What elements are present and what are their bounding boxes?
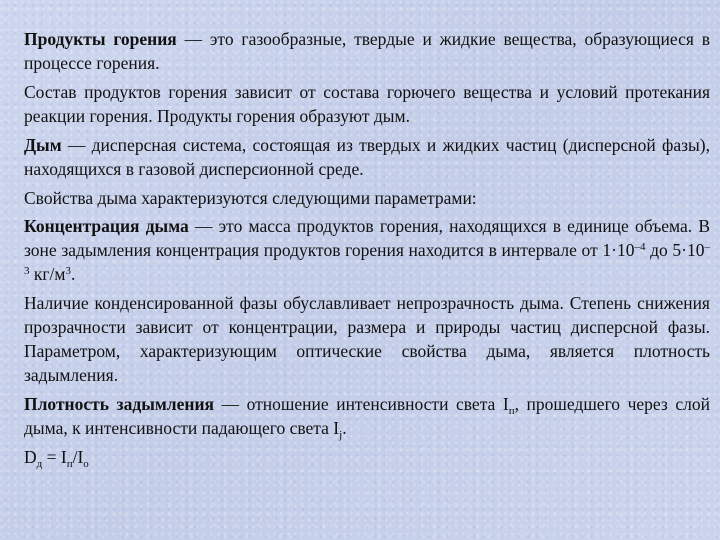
term-smoke-concentration: Концентрация дыма (24, 216, 189, 236)
exponent-2: –3 (24, 241, 710, 277)
subscript-transmitted: п (508, 405, 515, 417)
text-smoke-properties: Свойства дыма характеризуются следующими параметрами: (24, 188, 477, 208)
definition-smoke-concentration-a: — это масса продуктов горения, находящихся в единице объема. В зоне задымления концентрация продуктов горения находится в интервале от 1·10 (24, 216, 710, 260)
term-smoke: Дым (24, 135, 62, 155)
slide-text (24, 27, 710, 474)
formula-slash: /I (72, 447, 84, 467)
definition-smoke-density-b: , прошедшего через слой дыма, к интенсивности падающего света I (24, 394, 711, 438)
text-opacity: Наличие конденсированной фазы обуславливает непрозрачность дыма. Степень снижения прозрачности зависит от концентрации, размера и природы частиц дисперсной фазы. Параметром, характеризующим оптические свойства дыма, является плотность задымления. (24, 293, 710, 385)
definition-smoke-concentration-b: до 5·10 (645, 240, 705, 260)
paragraph-products-composition (24, 80, 710, 128)
paragraph-smoke-density (24, 392, 710, 440)
formula-i1-subscript: п (66, 458, 73, 470)
formula-smoke-density (24, 445, 710, 469)
paragraph-combustion-products (24, 27, 710, 75)
formula-d-subscript: д (36, 458, 43, 470)
definition-combustion-products: — это газообразные, твердые и жидкие вещества, образующиеся в процессе горения. (24, 29, 710, 73)
definition-smoke-density-c: . (342, 418, 347, 438)
formula-i2-subscript: о (83, 458, 89, 470)
exponent-1: –4 (634, 241, 646, 253)
paragraph-smoke-concentration (24, 214, 710, 286)
term-smoke-density: Плотность задымления (24, 394, 214, 414)
formula-eq: = I (42, 447, 67, 467)
text-products-composition: Состав продуктов горения зависит от состава горючего вещества и условий протекания реакции горения. Продукты горения образуют дым. (24, 82, 710, 126)
definition-smoke-concentration-d: . (71, 264, 76, 284)
paragraph-smoke (24, 133, 710, 181)
paragraph-smoke-properties (24, 186, 710, 210)
formula-d: D (24, 447, 37, 467)
definition-smoke-concentration-c: кг/м (29, 264, 66, 284)
definition-smoke: — дисперсная система, состоящая из твердых и жидких частиц (дисперсной фазы), находящихся в газовой дисперсионной среде. (24, 135, 710, 179)
term-combustion-products: Продукты горения (24, 29, 177, 49)
definition-smoke-density-a: — отношение интенсивности света I (214, 394, 509, 414)
exponent-3: 3 (65, 265, 71, 277)
subscript-incident: j (339, 429, 343, 441)
paragraph-opacity (24, 291, 710, 387)
